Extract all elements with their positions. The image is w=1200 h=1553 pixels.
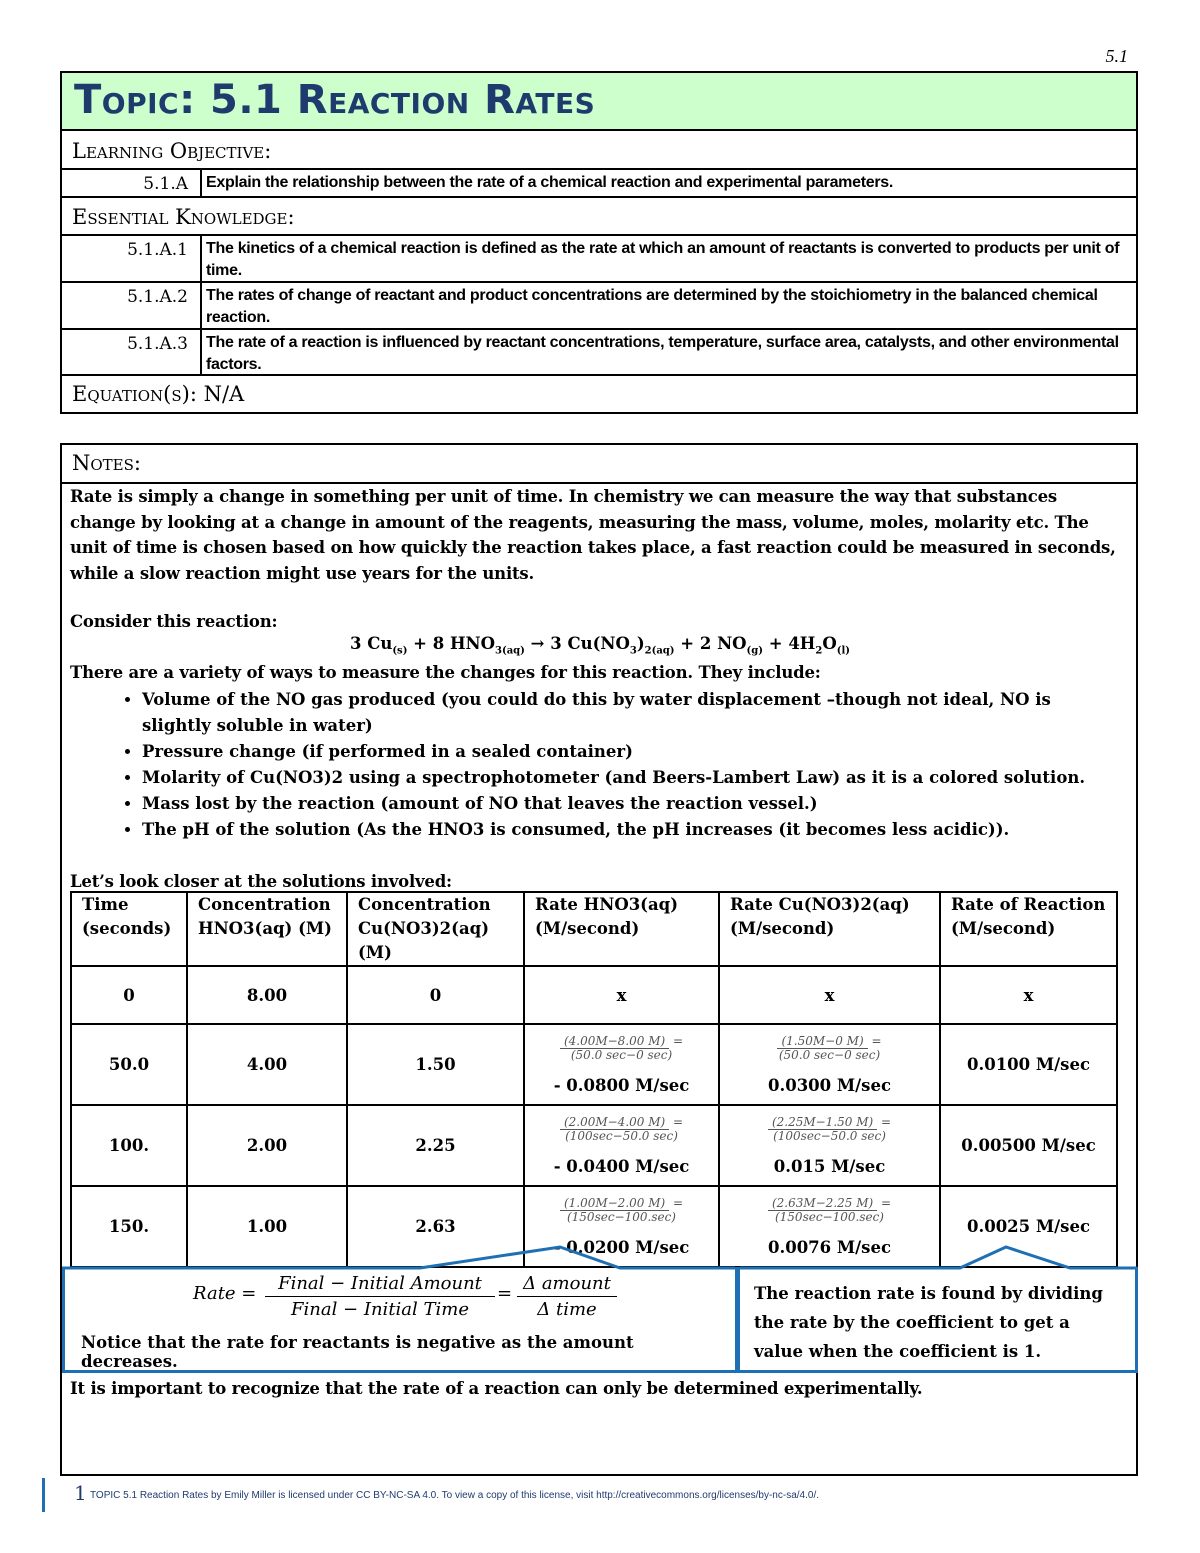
table-header: Rate Cu(NO3)2(aq) (M/second) [719,892,940,966]
cell-rate-rxn: x [940,966,1117,1024]
cell-rate-cu: (2.25M−1.50 M) = (100sec−50.0 sec) 0.015 M/sec [719,1105,940,1186]
cell-rate-hno3: (2.00M−4.00 M) = (100sec−50.0 sec) - 0.0400 M/sec [524,1105,719,1186]
knowledge-code: 5.1.A.1 [62,236,202,282]
cell-rate-cu: (1.50M−0 M) = (50.0 sec−0 sec) 0.0300 M/sec [719,1024,940,1105]
formula-fraction-2: Δ amount Δ time [517,1273,617,1320]
coefficient-callout [737,1267,1138,1373]
knowledge-text: The rate of a reaction is influenced by reactant concentrations, temperature, surface area, catalysts, and other environmental factors. [206,334,1119,373]
cell-rate-cu: (2.63M−2.25 M) = (150sec−100.sec) 0.0076 M/sec [719,1186,940,1267]
cell-rate-hno3: (1.00M−2.00 M) = (150sec−100.sec) - 0.0200 M/sec [524,1186,719,1267]
rate-fraction: (1.00M−2.00 M) = (150sec−100.sec) [535,1197,708,1224]
list-item: • Volume of the NO gas produced (you could do this by water displacement –though not ideal, NO is slightly soluble in water) [142,687,1122,739]
table-header: Rate HNO3(aq) (M/second) [524,892,719,966]
notes-header: Notes: [72,451,141,475]
table-header: Concentration Cu(NO3)2(aq) (M) [347,892,524,966]
table-header: Concentration HNO3(aq) (M) [187,892,347,966]
knowledge-code: 5.1.A.2 [62,283,202,329]
cell-rate-cu: x [719,966,940,1024]
conclusion-text: It is important to recognize that the rate of a reaction can only be determined experimentally. [70,1379,923,1398]
negative-rate-note: Notice that the rate for reactants is negative as the amount decreases. [81,1333,634,1371]
table-header: Rate of Reaction (M/second) [940,892,1117,966]
cell-time: 0 [71,966,187,1024]
cell-rate-rxn: 0.0100 M/sec [940,1024,1117,1105]
closer-text: Let’s look closer at the solutions involved: [70,872,452,891]
cell-hno3: 8.00 [187,966,347,1024]
notes-intro: Rate is simply a change in something per unit of time. In chemistry we can measure the way that substances change by looking at a change in amount of the reagents, measuring the mass, volume, moles, molarity etc. The unit of time is chosen based on how quickly the reaction takes place, a fast reaction could be measured in seconds, while a slow reaction might use years for the units. [70,487,1116,583]
cell-cuno3: 2.25 [347,1105,524,1186]
cell-hno3: 1.00 [187,1186,347,1267]
cell-time: 150. [71,1186,187,1267]
list-item: • The pH of the solution (As the HNO3 is consumed, the pH increases (it becomes less acidic)). [142,817,1122,843]
cell-rate-rxn: 0.00500 M/sec [940,1105,1117,1186]
footer-license: TOPIC 5.1 Reaction Rates by Emily Miller is licensed under CC BY-NC-SA 4.0. To view a copy of this license, visit http://creativecommons.org/licenses/by-nc-sa/4.0/. [90,1490,819,1501]
page-title: Topic: 5.1 Reaction Rates [74,77,596,123]
list-item: • Mass lost by the reaction (amount of NO that leaves the reaction vessel.) [142,791,1122,817]
objective-code: 5.1.A [62,170,202,196]
knowledge-code: 5.1.A.3 [62,330,202,374]
cell-time: 100. [71,1105,187,1186]
equals-sign: = [497,1283,513,1304]
objective-text: Explain the relationship between the rate of a chemical reaction and experimental parameters. [206,174,893,191]
equations-line: Equation(s): N/A [72,382,245,406]
list-item: • Molarity of Cu(NO3)2 using a spectrophotometer (and Beers-Lambert Law) as it is a colored solution. [142,765,1122,791]
knowledge-text: The rates of change of reactant and product concentrations are determined by the stoichiometry in the balanced chemical reaction. [206,287,1098,326]
cell-cuno3: 0 [347,966,524,1024]
reaction-equation: 3 $Cu_{(s)} + 8$ $HNO_{3(aq)} \to 3$ $Cu(NO_3)_{2(aq)} + 2$ $NO_{(g)} + 4H_2O_{(l)}$ [349,634,851,657]
cell-cuno3: 1.50 [347,1024,524,1105]
coefficient-note: The reaction rate is found by dividing the rate by the coefficient to get a value when the coefficient is 1. [754,1284,1103,1361]
knowledge-text: The kinetics of a chemical reaction is defined as the rate at which an amount of reactants is converted to products per unit of time. [206,240,1120,279]
rate-fraction: (2.63M−2.25 M) = (150sec−100.sec) [730,1197,929,1224]
page-number: 5.1 [1105,46,1128,66]
rate-formula-callout [62,1267,738,1373]
consider-text: Consider this reaction: [70,612,278,631]
footer-bar [42,1478,45,1512]
learning-objective-header: Learning Objective: [72,139,272,163]
rate-fraction: (2.00M−4.00 M) = (100sec−50.0 sec) [535,1116,708,1143]
footer-page-number: 1 [74,1481,87,1505]
formula-fraction-1: Final − Initial Amount Final − Initial Time [265,1273,495,1320]
cell-rate-rxn: 0.0025 M/sec [940,1186,1117,1267]
table-header: Time (seconds) [71,892,187,966]
ways-text: There are a variety of ways to measure the changes for this reaction. They include: [70,663,821,682]
rate-fraction: (4.00M−8.00 M) = (50.0 sec−0 sec) [535,1035,708,1062]
rate-fraction: (1.50M−0 M) = (50.0 sec−0 sec) [778,1033,882,1062]
left-callout-pointer [62,1247,735,1268]
cell-time: 50.0 [71,1024,187,1105]
cell-rate-hno3: x [524,966,719,1024]
essential-knowledge-header: Essential Knowledge: [72,205,295,229]
right-callout-pointer [740,1247,1137,1268]
list-item: • Pressure change (if performed in a sealed container) [142,739,1122,765]
cell-cuno3: 2.63 [347,1186,524,1267]
cell-hno3: 2.00 [187,1105,347,1186]
rate-fraction: (2.25M−1.50 M) = (100sec−50.0 sec) [730,1116,929,1143]
cell-hno3: 4.00 [187,1024,347,1105]
cell-rate-hno3: (4.00M−8.00 M) = (50.0 sec−0 sec) - 0.0800 M/sec [524,1024,719,1105]
rate-label: Rate = [193,1283,257,1304]
